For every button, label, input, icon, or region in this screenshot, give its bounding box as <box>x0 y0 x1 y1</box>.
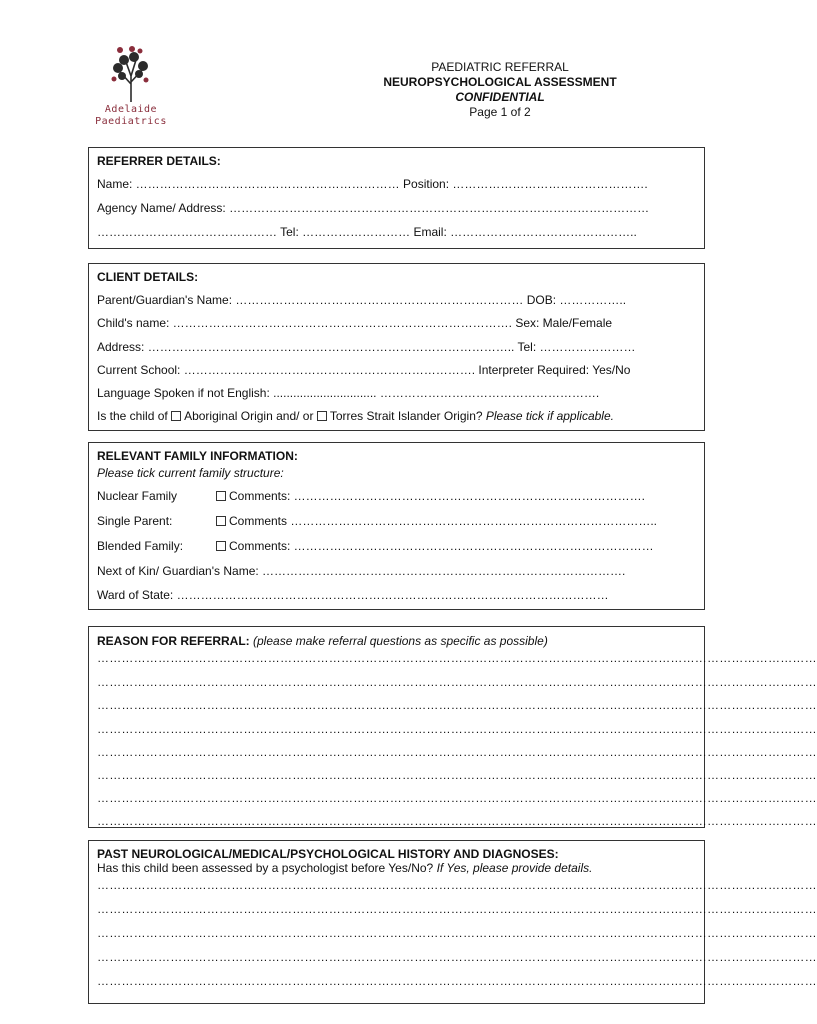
tree-icon <box>96 46 166 104</box>
ward-of-state-field[interactable]: Ward of State: ……………………………………………………………………………………………… <box>97 588 609 602</box>
school-interpreter-field[interactable]: Current School: ………………………………………………………………. Interpreter Required: Yes/No <box>97 363 631 377</box>
origin-instruction: Please tick if applicable. <box>485 409 614 423</box>
reason-line[interactable]: …………………………………………………………………………………………………………………………………………………………… <box>97 791 817 805</box>
origin-prefix: Is the child of <box>97 409 168 423</box>
reason-line[interactable]: …………………………………………………………………………………………………………………………………………………………… <box>97 675 817 689</box>
family-row-label: Nuclear Family <box>97 489 178 503</box>
family-row-label: Single Parent: <box>97 514 173 528</box>
logo-text <box>86 104 176 128</box>
referrer-heading: REFERRER DETAILS: <box>97 154 221 168</box>
history-line[interactable]: …………………………………………………………………………………………………………………………………………………………… <box>97 902 817 916</box>
reason-note: (please make referral questions as specific as possible) <box>253 634 548 648</box>
history-question-details: If Yes, please provide details. <box>436 861 593 875</box>
referrer-tel-email-field[interactable]: ……………………………………… Tel: ……………………… Email: ……………………………………….. <box>97 225 637 239</box>
family-row-blended <box>97 539 654 553</box>
reason-heading: REASON FOR REFERRAL: <box>97 634 250 648</box>
form-header <box>360 60 640 120</box>
confidential-label: CONFIDENTIAL <box>455 90 545 104</box>
origin-question <box>97 409 614 423</box>
history-line[interactable]: …………………………………………………………………………………………………………………………………………………………… <box>97 878 817 892</box>
page-number: Page 1 of 2 <box>469 105 531 119</box>
family-information-section <box>88 442 705 610</box>
history-heading: PAST NEUROLOGICAL/MEDICAL/PSYCHOLOGICAL HISTORY AND DIAGNOSES: <box>97 847 559 861</box>
single-parent-comments[interactable]: Comments ……………………………………………………………………………….. <box>229 514 658 528</box>
reason-line[interactable]: …………………………………………………………………………………………………………………………………………………………… <box>97 814 817 828</box>
aboriginal-label: Aboriginal Origin and/ or <box>184 409 314 423</box>
family-instruction: Please tick current family structure: <box>97 466 284 480</box>
logo-line-2: Paediatrics <box>95 116 167 127</box>
reason-heading-line <box>97 634 548 648</box>
logo-line-1: Adelaide <box>104 104 158 115</box>
family-row-single <box>97 514 657 528</box>
reason-for-referral-section <box>88 626 817 828</box>
adelaide-paediatrics-logo <box>86 46 176 132</box>
blended-family-comments[interactable]: Comments: ……………………………………………………………………………… <box>229 539 654 553</box>
client-details-section <box>88 263 705 431</box>
referrer-details-section <box>88 147 705 249</box>
torres-strait-checkbox[interactable] <box>317 411 327 421</box>
history-line[interactable]: …………………………………………………………………………………………………………………………………………………………… <box>97 950 817 964</box>
aboriginal-checkbox[interactable] <box>171 411 181 421</box>
nuclear-family-checkbox[interactable] <box>216 491 226 501</box>
single-parent-checkbox[interactable] <box>216 516 226 526</box>
history-line[interactable]: …………………………………………………………………………………………………………………………………………………………… <box>97 974 817 988</box>
language-field[interactable]: Language Spoken if not English: ............................... ………………………………………………. <box>97 386 600 400</box>
guardian-name-dob-field[interactable]: Parent/Guardian's Name: ……………………………………………………………… DOB: …………….. <box>97 293 627 307</box>
history-question: Has this child been assessed by a psychologist before Yes/No? <box>97 861 434 875</box>
address-tel-field[interactable]: Address: ……………………………………………………………………………….. Tel: …………………… <box>97 340 636 354</box>
blended-family-checkbox[interactable] <box>216 541 226 551</box>
reason-line[interactable]: …………………………………………………………………………………………………………………………………………………………… <box>97 722 817 736</box>
family-row-label: Blended Family: <box>97 539 184 553</box>
reason-line[interactable]: …………………………………………………………………………………………………………………………………………………………… <box>97 745 817 759</box>
history-line[interactable]: …………………………………………………………………………………………………………………………………………………………… <box>97 926 817 940</box>
family-heading: RELEVANT FAMILY INFORMATION: <box>97 449 298 463</box>
family-row-nuclear <box>97 489 645 503</box>
reason-line[interactable]: …………………………………………………………………………………………………………………………………………………………… <box>97 651 817 665</box>
form-title: PAEDIATRIC REFERRAL <box>431 60 569 74</box>
reason-line[interactable]: …………………………………………………………………………………………………………………………………………………………… <box>97 698 817 712</box>
nuclear-family-comments[interactable]: Comments: ……………………………………………………………………………. <box>229 489 646 503</box>
reason-line[interactable]: …………………………………………………………………………………………………………………………………………………………… <box>97 768 817 782</box>
torres-strait-label: Torres Strait Islander Origin? <box>329 409 483 423</box>
next-of-kin-field[interactable]: Next of Kin/ Guardian's Name: ………………………………………………………………………………. <box>97 564 626 578</box>
referrer-agency-address-field[interactable]: Agency Name/ Address: …………………………………………………………………………………………… <box>97 201 650 215</box>
referrer-name-position-field[interactable]: Name: ………………………………………………………… Position: …………………………………………. <box>97 177 648 191</box>
form-subtitle: NEUROPSYCHOLOGICAL ASSESSMENT <box>383 75 617 89</box>
client-heading: CLIENT DETAILS: <box>97 270 199 284</box>
child-name-sex-field[interactable]: Child's name: …………………………………………………………………………. Sex: Male/Female <box>97 316 613 330</box>
past-history-section <box>88 840 817 1004</box>
history-question-line <box>97 861 592 875</box>
